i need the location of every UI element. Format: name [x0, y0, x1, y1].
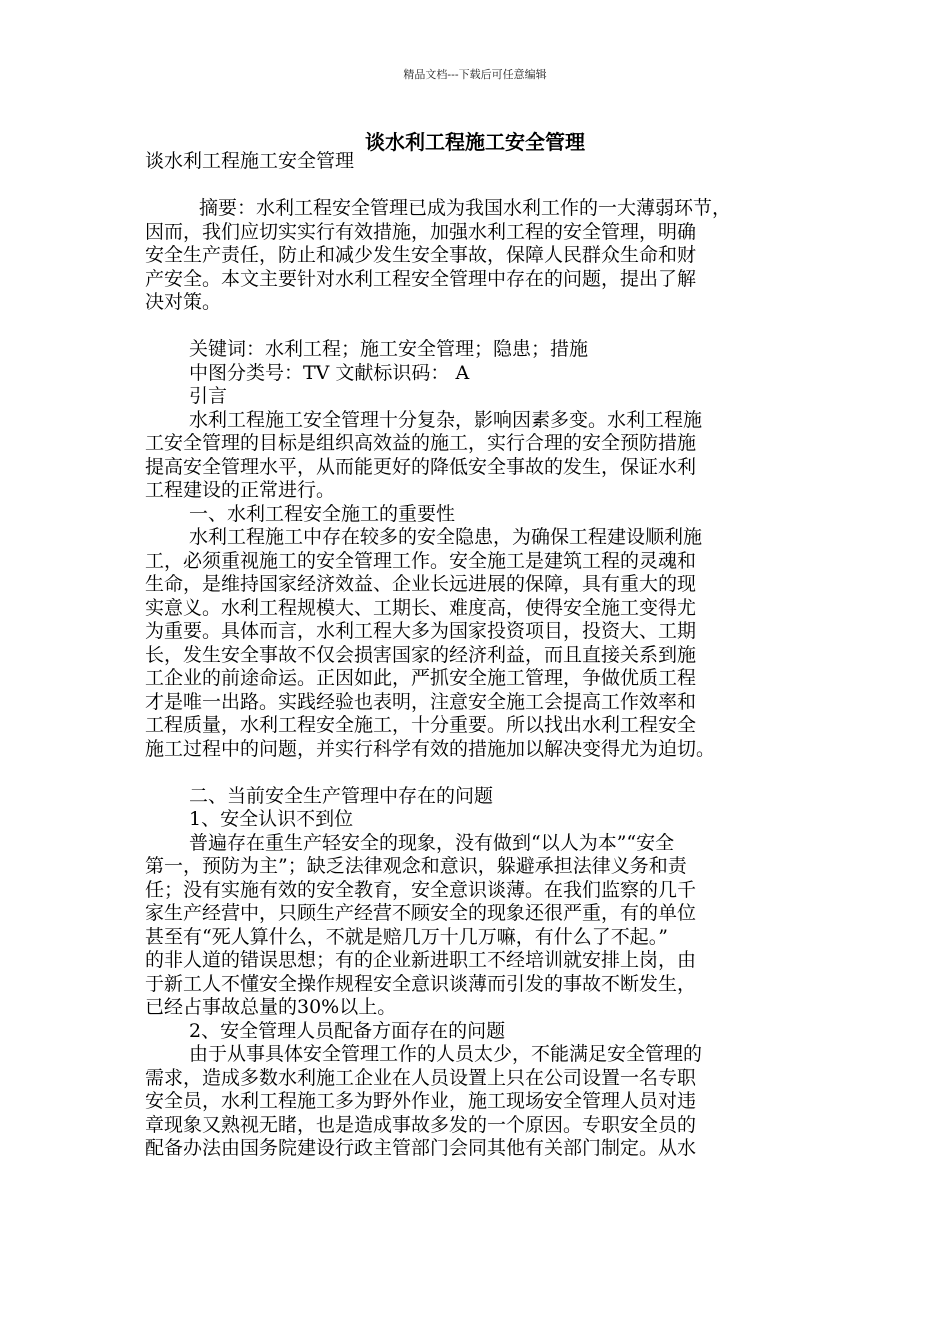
blank-line: [145, 761, 805, 785]
document-body: [145, 150, 805, 1161]
text-line: 安全员，水利工程施工多为野外作业，施工现场安全管理人员对违: [145, 1090, 697, 1112]
text-line: 安全生产责任，防止和减少发生安全事故，保障人民群众生命和财: [145, 244, 697, 266]
text-line: 需求，造成多数水利施工企业在人员设置上只在公司设置一名专职: [145, 1066, 697, 1089]
text-line: 关键词：水利工程；施工安全管理；隐患；措施: [189, 338, 589, 360]
text-line: 水利工程施工安全管理十分复杂，影响因素多变。水利工程施: [189, 408, 703, 431]
text-line: 因而，我们应切实实行有效措施，加强水利工程的安全管理，明确: [145, 220, 697, 243]
text-line: 1、安全认识不到位: [189, 808, 354, 830]
text-line: 提高安全管理水平，从而能更好的降低安全事故的发生，保证水利: [145, 455, 697, 478]
text-line: 已经占事故总量的30%以上。: [145, 996, 397, 1018]
text-line: 2、安全管理人员配备方面存在的问题: [189, 1019, 506, 1042]
text-line: 为重要。具体而言，水利工程大多为国家投资项目，投资大、工期: [145, 620, 697, 642]
document-title: 谈水利工程施工安全管理: [365, 130, 585, 154]
text-line: 家生产经营中，只顾生产经营不顾安全的现象还很严重，有的单位: [145, 902, 697, 924]
text-line: 产安全。本文主要针对水利工程安全管理中存在的问题，提出了解: [145, 267, 697, 290]
text-line: 一、水利工程安全施工的重要性: [189, 502, 456, 525]
text-line: 由于从事具体安全管理工作的人员太少，不能满足安全管理的: [189, 1043, 703, 1065]
text-line: 工安全管理的目标是组织高效益的施工，实行合理的安全预防措施: [145, 432, 697, 454]
text-line: 工程建设的正常进行。: [145, 479, 336, 501]
text-line: 于新工人不懂安全操作规程安全意识谈薄而引发的事故不断发生，: [145, 972, 697, 995]
text-line: 施工过程中的问题，并实行科学有效的措施加以解决变得尤为迫切。: [145, 737, 716, 760]
text-line: 甚至有“死人算什么，不就是赔几万十几万嘛，有什么了不起。”: [145, 925, 668, 948]
text-line: 摘要：水利工程安全管理已成为我国水利工作的一大薄弱环节，: [199, 197, 732, 219]
text-line: 水利工程施工中存在较多的安全隐患，为确保工程建设顺利施: [189, 526, 703, 548]
blank-line: [145, 315, 805, 339]
text-line: 章现象又熟视无睹，也是造成事故多发的一个原因。专职安全员的: [145, 1113, 697, 1136]
text-line: 长，发生安全事故不仅会损害国家的经济利益，而且直接关系到施: [145, 643, 697, 666]
text-line: 配备办法由国务院建设行政主管部门会同其他有关部门制定。从水: [145, 1137, 697, 1159]
text-line: 第一，预防为主”；缺乏法律观念和意识，躲避承担法律义务和责: [145, 855, 687, 877]
text-line: 普遍存在重生产轻安全的现象，没有做到“以人为本”“安全: [189, 831, 675, 854]
text-line: 工企业的前途命运。正因如此，严抓安全施工管理，争做优质工程: [145, 667, 697, 689]
text-line: 的非人道的错误思想；有的企业新进职工不经培训就安排上岗，由: [145, 949, 697, 971]
text-line: 谈水利工程施工安全管理: [145, 150, 355, 172]
blank-line: [145, 174, 805, 198]
text-line: 工程质量，水利工程安全施工，十分重要。所以找出水利工程安全: [145, 714, 697, 736]
text-line: 二、当前安全生产管理中存在的问题: [189, 784, 494, 807]
text-line: 工，必须重视施工的安全管理工作。安全施工是建筑工程的灵魂和: [145, 549, 697, 572]
text-line: 才是唯一出路。实践经验也表明，注意安全施工会提高工作效率和: [145, 690, 697, 713]
text-line: 生命，是维持国家经济效益、企业长远进展的保障，具有重大的现: [145, 573, 697, 595]
text-line: 实意义。水利工程规模大、工期长、难度高，使得安全施工变得尤: [145, 596, 697, 619]
page-header: 精品文档---下载后可任意编辑: [403, 68, 547, 81]
text-line: 中图分类号：TV 文献标识码： A: [189, 361, 470, 384]
text-line: 任；没有实施有效的安全教育，安全意识谈薄。在我们监察的几千: [145, 878, 697, 901]
text-line: 决对策。: [145, 291, 222, 313]
text-line: 引言: [189, 385, 228, 407]
